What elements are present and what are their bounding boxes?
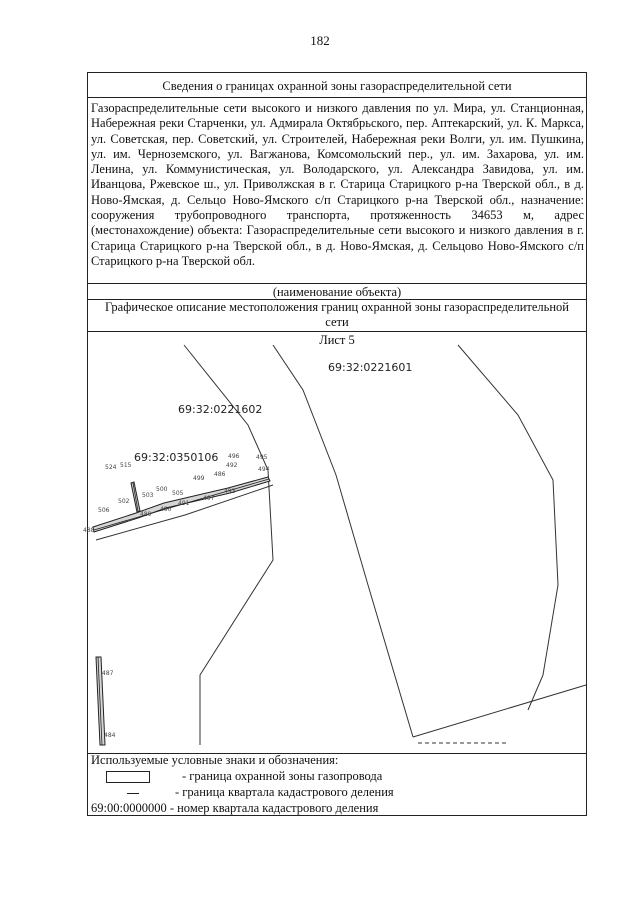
point-label: 493 xyxy=(224,488,236,495)
point-label: 505 xyxy=(172,490,184,497)
point-label: 499 xyxy=(193,475,205,482)
quarter-label: 69:32:0221601 xyxy=(328,361,413,374)
divider xyxy=(88,97,586,98)
object-caption: (наименование объекта) xyxy=(272,285,402,299)
point-label: 502 xyxy=(118,498,130,505)
quarter-label: 69:32:0221602 xyxy=(178,403,263,416)
quarter-boundaries xyxy=(96,345,586,745)
point-label: 489 xyxy=(140,511,152,518)
point-label: 515 xyxy=(120,462,132,469)
point-label: 488 xyxy=(83,527,95,534)
page-number: 182 xyxy=(310,33,330,48)
legend-text: - граница квартала кадастрового деления xyxy=(175,785,394,799)
legend-heading: Используемые условные знаки и обозначения: xyxy=(91,753,339,767)
legend-item-quarter-boundary xyxy=(91,785,394,800)
legend-item-quarter-number xyxy=(91,801,378,816)
point-label: 503 xyxy=(142,492,154,499)
point-label: 490 xyxy=(160,506,172,513)
divider xyxy=(88,331,586,332)
quarter-labels xyxy=(134,361,412,464)
quarter-boundary xyxy=(413,685,586,737)
point-label: 487 xyxy=(102,670,114,677)
point-label: 524 xyxy=(105,464,117,471)
document-frame xyxy=(83,72,587,816)
quarter-number-sample: 69:00:0000000 xyxy=(91,801,167,815)
point-label: 491 xyxy=(178,500,190,507)
point-label: 484 xyxy=(104,732,116,739)
zone-boundary-swatch xyxy=(106,771,150,783)
legend-text: - номер квартала кадастрового деления xyxy=(169,801,379,815)
object-description: Газораспределительные сети высокого и низкого давления по ул. Мира, ул. Станционная, Набережная реки Старченки, ул. Адмирала Октябрьского, пер. Аптекарский, ул. К. Маркса, ул. Советская, пер. Советский, ул. Строителей, Набережная реки Волги, ул. им. Пушкина, ул. им. Черноземского, ул. Вагжанова, Комсомольский пер., ул. им. Захарова, ул. им. Ленина, ул. Коммунистическая, ул. Володарского, ул. Александра Завидова, ул. им. Иванцова, Ржевское ш., ул. Приволжская в г. Старица Старицкого р-на Тверской обл., в д. Ново-Ямская, д. Сельцо Ново-Ямского с/п Старицкого р-на Тверской обл., назначение: сооружения трубопроводного транспорта, протяженность 34653 м, адрес (местонахождение) объекта: Газораспределительные сети высокого и низкого давления в г. Старица Старицкого р-на Тверской обл., в д. Ново-Ямская, д. Сельцово Ново-Ямского с/п Старицкого р-на Тверской обл. xyxy=(91,101,584,268)
legend-text: - граница охранной зоны газопровода xyxy=(182,769,383,783)
quarter-boundary xyxy=(96,485,273,540)
section-title: Сведения о границах охранной зоны газораспределительной сети xyxy=(162,79,512,93)
quarter-boundary xyxy=(458,345,558,710)
point-label: 492 xyxy=(226,462,238,469)
point-label: 494 xyxy=(258,466,270,473)
point-label: 486 xyxy=(214,471,226,478)
point-label: 497 xyxy=(203,495,215,502)
protected-zones xyxy=(93,477,270,745)
point-label: 500 xyxy=(156,486,168,493)
divider xyxy=(88,283,586,284)
quarter-boundary xyxy=(273,345,413,737)
graphic-title: Графическое описание местоположения границ охранной зоны газораспределительной сети xyxy=(104,300,569,329)
point-label: 495 xyxy=(256,454,268,461)
cadastral-map xyxy=(83,345,586,745)
point-label: 496 xyxy=(228,453,240,460)
quarter-boundary-swatch xyxy=(127,793,139,794)
point-label: 506 xyxy=(98,507,110,514)
sheet-label: Лист 5 xyxy=(319,333,355,347)
legend-item-zone-boundary xyxy=(91,769,382,784)
quarter-label: 69:32:0350106 xyxy=(134,451,219,464)
